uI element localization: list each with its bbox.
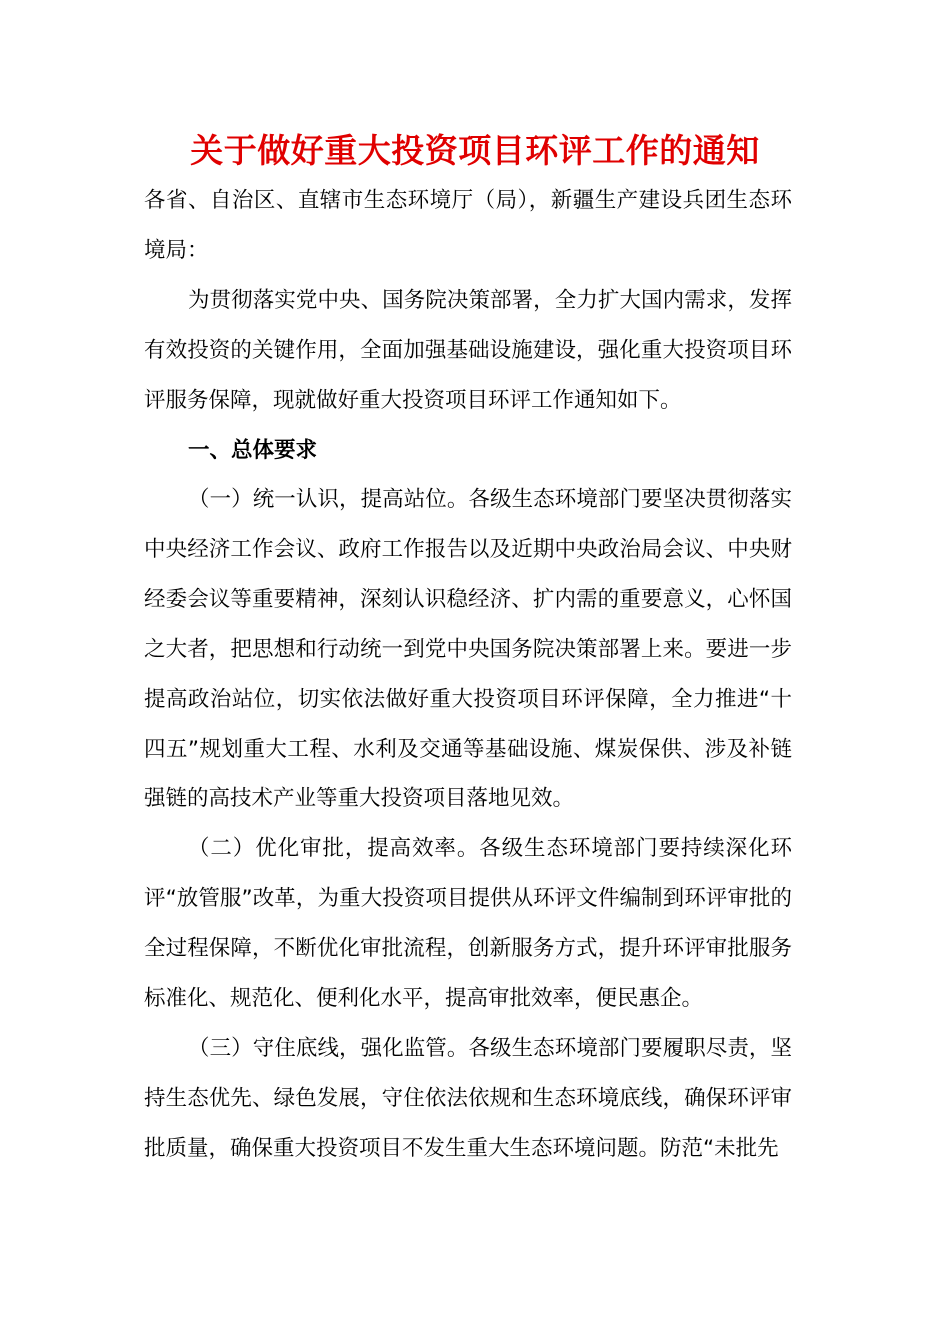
paragraph-item-1: （一）统一认识，提高站位。各级生态环境部门要坚决贯彻落实中央经济工作会议、政府工作报告以及近期中央政治局会议、中央财经委会议等重要精神，深刻认识稳经济、扩内需的重要意义，心怀国之大者，把思想和行动统一到党中央国务院决策部署上来。要进一步提高政治站位，切实依法做好重大投资项目环评保障，全力推进“十四五”规划重大工程、水利及交通等基础设施、煤炭保供、涉及补链强链的高技术产业等重大投资项目落地见效。 <box>144 487 792 812</box>
intro-paragraph: 为贯彻落实党中央、国务院决策部署，全力扩大国内需求，发挥有效投资的关键作用，全面加强基础设施建设，强化重大投资项目环评服务保障，现就做好重大投资项目环评工作通知如下。 <box>144 288 792 413</box>
paragraph-item-3: （三）守住底线，强化监管。各级生态环境部门要履职尽责，坚持生态优先、绿色发展，守住依法依规和生态环境底线，确保环评审批质量，确保重大投资项目不发生重大生态环境问题。防范“未批先 <box>144 1036 792 1161</box>
document-title: 关于做好重大投资项目环评工作的通知 <box>190 131 760 170</box>
section-heading-overall-requirements: 一、总体要求 <box>188 438 318 463</box>
paragraph-item-2: （二）优化审批，提高效率。各级生态环境部门要持续深化环评“放管服”改革，为重大投资项目提供从环评文件编制到环评审批的全过程保障，不断优化审批流程，创新服务方式，提升环评审批服务标准化、规范化、便利化水平，提高审批效率，便民惠企。 <box>144 836 792 1011</box>
salutation: 各省、自治区、直辖市生态环境厅（局），新疆生产建设兵团生态环境局： <box>144 188 792 263</box>
